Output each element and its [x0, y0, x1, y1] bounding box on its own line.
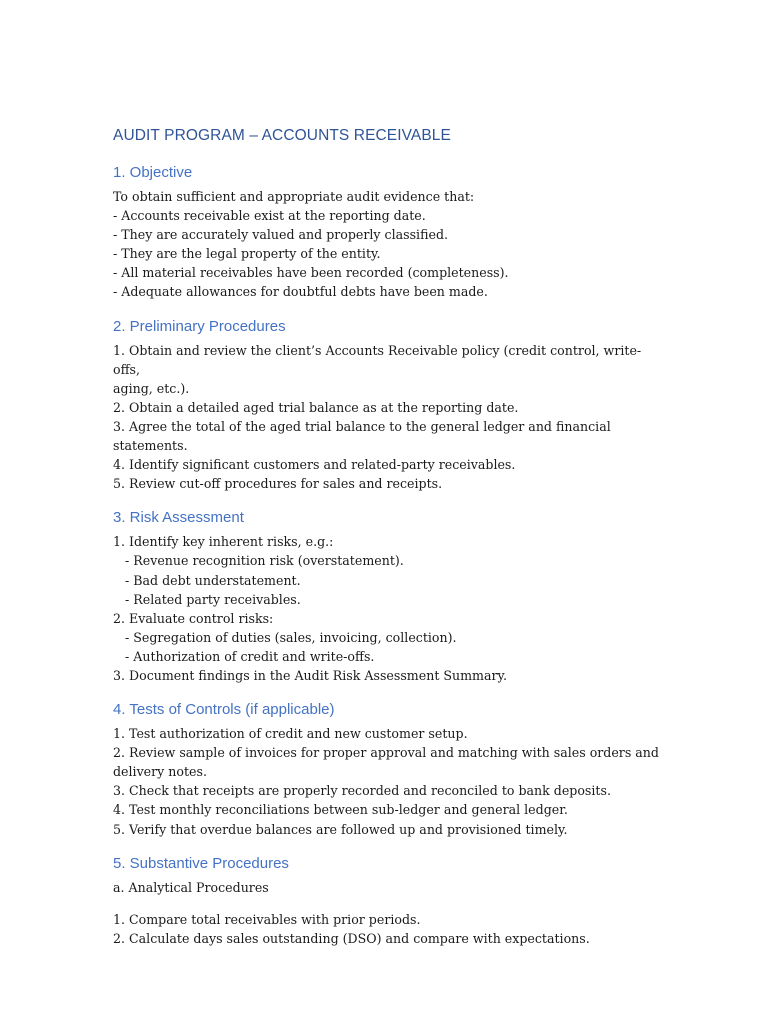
section-heading: 2. Preliminary Procedures: [113, 317, 286, 335]
document-title: AUDIT PROGRAM – ACCOUNTS RECEIVABLE: [113, 127, 451, 144]
body-line: 2. Obtain a detailed aged trial balance as at the reporting date.: [113, 399, 519, 415]
body-line: - All material receivables have been recorded (completeness).: [113, 265, 509, 281]
body-line: 5. Review cut-off procedures for sales and receipts.: [113, 476, 443, 492]
body-line: To obtain sufficient and appropriate audit evidence that:: [113, 189, 475, 204]
section-heading: 1. Objective: [113, 164, 193, 181]
section-preliminary-procedures: [113, 317, 668, 494]
body-line: - Accounts receivable exist at the reporting date.: [113, 208, 426, 224]
body-line: 1. Test authorization of credit and new customer setup.: [113, 726, 468, 742]
section-substantive-procedures: [113, 854, 668, 948]
body-line: 4. Identify significant customers and related-party receivables.: [113, 457, 516, 473]
body-line: - Revenue recognition risk (overstatement).: [113, 553, 404, 569]
section-heading: 3. Risk Assessment: [113, 509, 244, 527]
body-line: delivery notes.: [113, 764, 207, 780]
body-line: - They are accurately valued and properly classified.: [113, 227, 449, 243]
body-line: - Segregation of duties (sales, invoicing, collection).: [113, 629, 457, 645]
section-risk-assessment: [113, 508, 668, 685]
subsection-heading: a. Analytical Procedures: [113, 879, 269, 895]
body-line: - Bad debt understatement.: [113, 572, 301, 588]
body-line: 3. Agree the total of the aged trial balance to the general ledger and financial statements.: [113, 418, 615, 454]
body-line: aging, etc.).: [113, 380, 190, 396]
body-line: 3. Document findings in the Audit Risk Assessment Summary.: [113, 667, 507, 683]
body-line: - Adequate allowances for doubtful debts have been made.: [113, 284, 488, 300]
body-line: - Related party receivables.: [113, 591, 301, 607]
body-line: 5. Verify that overdue balances are followed up and provisioned timely.: [113, 821, 568, 837]
body-line: 4. Test monthly reconciliations between sub-ledger and general ledger.: [113, 802, 568, 818]
body-line: 2. Review sample of invoices for proper approval and matching with sales orders and: [113, 745, 659, 761]
body-line: - They are the legal property of the entity.: [113, 246, 381, 262]
body-line: 1. Compare total receivables with prior periods.: [113, 911, 421, 927]
section-heading: 5. Substantive Procedures: [113, 854, 289, 872]
body-line: 1. Identify key inherent risks, e.g.:: [113, 534, 334, 550]
body-line: 3. Check that receipts are properly recorded and reconciled to bank deposits.: [113, 783, 611, 799]
body-line: 2. Calculate days sales outstanding (DSO) and compare with expectations.: [113, 930, 590, 946]
section-tests-of-controls: [113, 700, 668, 839]
body-line: 1. Obtain and review the client’s Accounts Receivable policy (credit control, write-offs,: [113, 342, 642, 377]
body-line: 2. Evaluate control risks:: [113, 610, 274, 626]
body-line: - Authorization of credit and write-offs.: [113, 648, 375, 664]
section-objective: [113, 163, 668, 302]
section-heading: 4. Tests of Controls (if applicable): [113, 701, 335, 719]
